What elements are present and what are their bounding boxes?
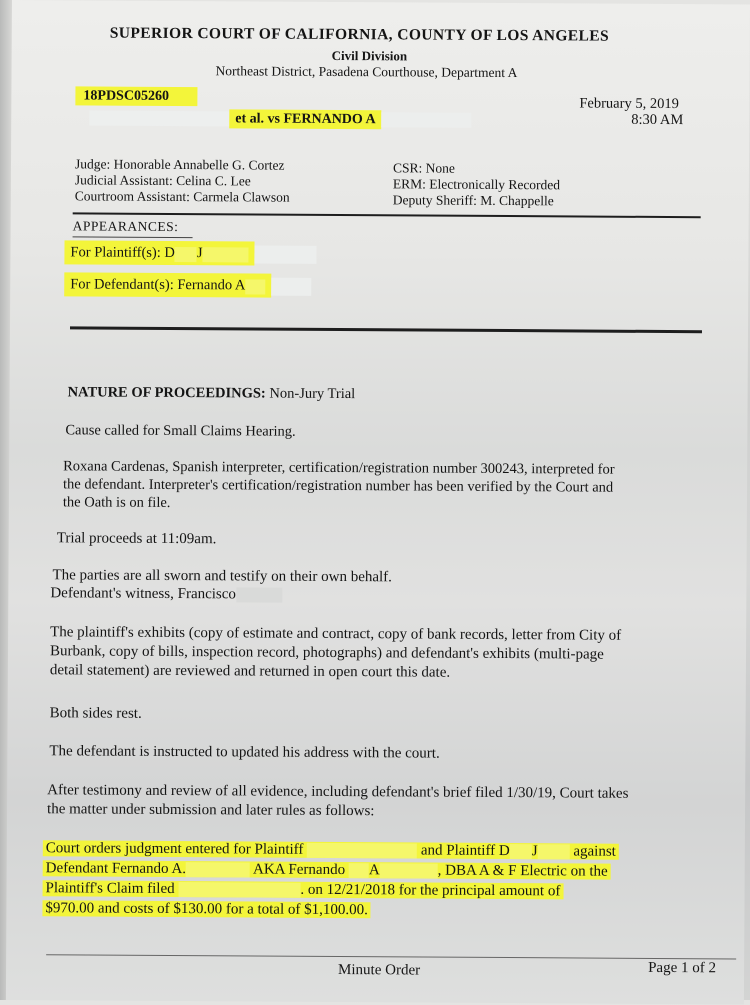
redaction [245,279,265,294]
order-text: Court orders judgment entered for Plaintiff [45,840,304,858]
defendant-appearance [64,276,311,296]
plaintiff-appearance [64,244,316,264]
division-label: Civil Division [331,47,408,64]
proceedings-paragraph: The defendant is instructed to updated his address with the court. [49,743,440,762]
order-total: $970.00 and costs of $130.00 for a total of $1,100.00. [42,900,371,918]
proceedings-paragraph: the Oath is on file. [62,494,171,511]
order-text: Plaintiff's Claim filed [45,880,175,898]
divider-rule [70,326,702,332]
order-text: and Plaintiff D [420,842,510,860]
case-number [75,88,197,105]
proceedings-paragraph: Trial proceeds at 11:09am. [56,530,217,548]
hearing-time: 8:30 AM [631,111,684,129]
divider-rule [73,212,701,218]
courtroom-assistant: Courtroom Assistant: Carmela Clawson [74,188,290,205]
proceedings-paragraph: Roxana Cardenas, Spanish interpreter, certification/registration number 300243, interpreted for [63,458,615,478]
appearances-underline [73,236,193,238]
deputy-sheriff: Deputy Sheriff: M. Chappelle [392,192,554,209]
case-number-text: 18PDSC05260 [75,86,197,106]
plaintiff-initial: J [196,245,203,262]
order-text: . on 12/21/2018 for the principal amount of [300,881,561,900]
defendant-label: For Defendant(s): Fernando A [70,276,246,294]
redaction [380,863,438,878]
order-text: Defendant Fernando A. [45,860,187,878]
proceedings-paragraph: After testimony and review of all evidence, including defendant's brief filed 1/30/19, Court takes [47,782,629,802]
nature-value: Non-Jury Trial [269,385,356,403]
order-text: against [573,843,616,860]
order-text: J [531,843,538,860]
redaction [236,587,282,602]
footer-rule [46,954,736,959]
redaction [203,247,249,262]
nature-of-proceedings [68,383,356,403]
minute-order-page [6,0,750,1004]
redaction [175,247,197,262]
redaction [538,844,570,859]
hearing-date: February 5, 2019 [579,95,679,113]
proceedings-paragraph: The parties are all sworn and testify on their own behalf. [52,567,393,586]
order-text: A [368,862,380,879]
proceedings-paragraph: Burbank, copy of bills, inspection record, photographs) and defendant's exhibits (multi-page [49,643,604,663]
proceedings-paragraph: the matter under submission and later rules as follows: [47,801,375,820]
order-line [42,898,692,922]
redaction [271,278,311,296]
case-title [89,110,471,128]
erm: ERM: Electronically Recorded [392,176,561,193]
order-text: , DBA A & F Electric on the [437,862,608,880]
plaintiff-label: For Plaintiff(s): D [70,244,175,262]
redaction [89,111,229,127]
proceedings-paragraph: the defendant. Interpreter's certification/registration number has been verified by the Court and [62,476,614,496]
witness-text: Defendant's witness, Francisco [50,585,237,603]
redaction [178,882,300,898]
judicial-assistant: Judicial Assistant: Celina C. Lee [74,172,251,189]
court-location: Northeast District, Pasadena Courthouse, Department A [215,63,518,81]
csr: CSR: None [392,160,455,176]
appearances-label: APPEARANCES: [72,218,179,235]
judge: Judge: Honorable Annabelle G. Cortez [74,156,285,173]
judgment-order [42,838,692,922]
case-title-text: et al. vs FERNANDO A [229,109,382,129]
redaction [307,843,417,859]
proceedings-paragraph: detail statement) are reviewed and returned in open court this date. [49,662,451,681]
proceedings-paragraph: The plaintiff's exhibits (copy of estimate and contract, copy of bank records, letter from City of [50,624,622,644]
redaction [349,863,369,878]
court-title: SUPERIOR COURT OF CALIFORNIA, COUNTY OF LOS ANGELES [109,24,610,45]
nature-label: NATURE OF PROCEEDINGS: [67,384,266,402]
proceedings-paragraph [50,584,282,603]
proceedings-paragraph: Both sides rest. [49,705,142,722]
order-text: AKA Fernando [252,861,346,879]
redaction [510,844,532,859]
redaction [186,862,250,877]
redaction [382,113,472,129]
proceedings-paragraph: Cause called for Small Claims Hearing. [65,422,296,440]
page-number: Page 1 of 2 [648,959,717,977]
document-type: Minute Order [338,962,421,979]
redaction [255,245,317,263]
